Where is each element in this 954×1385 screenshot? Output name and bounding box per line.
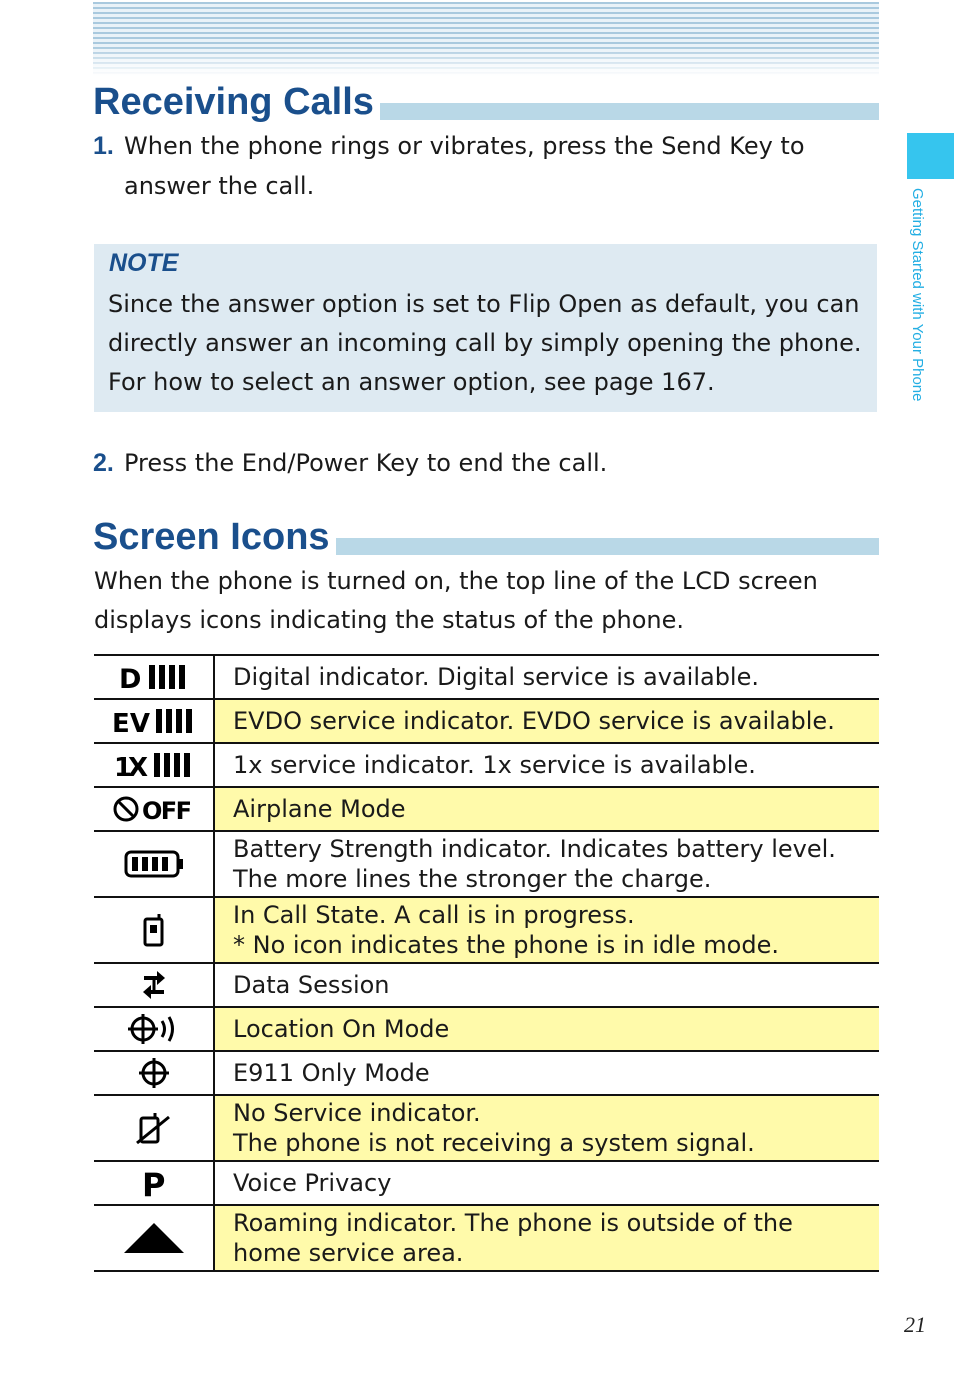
heading-text: Screen Icons bbox=[93, 516, 336, 558]
table-row bbox=[94, 831, 879, 897]
table-row bbox=[94, 1161, 879, 1205]
icon-description: Location On Mode bbox=[214, 1007, 879, 1051]
screen-icons-heading bbox=[93, 515, 879, 559]
1x-indicator-icon bbox=[114, 751, 194, 779]
table-row bbox=[94, 1007, 879, 1051]
heading-text: Receiving Calls bbox=[93, 81, 380, 123]
note-box bbox=[94, 244, 877, 412]
icon-cell bbox=[94, 897, 214, 963]
screen-icons-table bbox=[94, 654, 879, 1272]
icon-cell bbox=[94, 1161, 214, 1205]
step-number: 2. bbox=[93, 449, 114, 477]
icon-cell bbox=[94, 1007, 214, 1051]
icon-description: No Service indicator. The phone is not receiving a system signal. bbox=[214, 1095, 879, 1161]
note-text: Since the answer option is set to Flip Open as default, you can directly answer an incoming call by simply opening the phone. For how to select an answer option, see page 167. bbox=[108, 290, 862, 396]
step-text: Press the End/Power Key to end the call. bbox=[124, 449, 608, 477]
icon-description: Voice Privacy bbox=[214, 1161, 879, 1205]
icon-description: Battery Strength indicator. Indicates battery level. The more lines the stronger the charge. bbox=[214, 831, 879, 897]
table-row bbox=[94, 1051, 879, 1095]
svg-text:EV: EV bbox=[111, 709, 150, 735]
icon-cell bbox=[94, 831, 214, 897]
table-row bbox=[94, 963, 879, 1007]
step-1 bbox=[93, 126, 853, 206]
table-row bbox=[94, 897, 879, 963]
roaming-icon bbox=[122, 1221, 186, 1255]
in-call-icon bbox=[142, 912, 166, 948]
icon-cell bbox=[94, 699, 214, 743]
battery-icon bbox=[124, 849, 184, 879]
step-2 bbox=[93, 443, 853, 483]
evdo-indicator-icon bbox=[112, 707, 196, 735]
chapter-label: Getting Started with Your Phone bbox=[909, 188, 926, 402]
page-number: 21 bbox=[904, 1312, 926, 1337]
icon-description: Airplane Mode bbox=[214, 787, 879, 831]
header-decoration bbox=[93, 2, 879, 76]
screen-icons-intro: When the phone is turned on, the top line of the LCD screen displays icons indicating the status of the phone. bbox=[94, 567, 818, 634]
icon-description: E911 Only Mode bbox=[214, 1051, 879, 1095]
note-title: NOTE bbox=[109, 249, 179, 277]
icon-cell bbox=[94, 743, 214, 787]
table-row bbox=[94, 787, 879, 831]
icon-cell bbox=[94, 655, 214, 699]
table-row bbox=[94, 743, 879, 787]
receiving-calls-heading bbox=[93, 80, 879, 124]
icon-cell bbox=[94, 963, 214, 1007]
icon-cell bbox=[94, 1051, 214, 1095]
icon-description: In Call State. A call is in progress. * No icon indicates the phone is in idle mode. bbox=[214, 897, 879, 963]
table-row bbox=[94, 655, 879, 699]
chapter-tab bbox=[907, 133, 954, 179]
icon-description: Roaming indicator. The phone is outside of the home service area. bbox=[214, 1205, 879, 1271]
e911-icon bbox=[137, 1056, 171, 1090]
icon-cell bbox=[94, 1095, 214, 1161]
step-text: When the phone rings or vibrates, press the Send Key to answer the call. bbox=[124, 132, 805, 200]
location-on-icon bbox=[128, 1012, 180, 1046]
table-row bbox=[94, 1205, 879, 1271]
step-number: 1. bbox=[93, 132, 114, 160]
airplane-mode-icon bbox=[113, 794, 195, 824]
table-row bbox=[94, 1095, 879, 1161]
svg-text:1X: 1X bbox=[113, 753, 148, 779]
voice-privacy-icon bbox=[141, 1166, 167, 1200]
svg-text:OFF: OFF bbox=[141, 797, 192, 824]
table-row bbox=[94, 699, 879, 743]
data-session-icon bbox=[141, 968, 167, 1002]
svg-text:D: D bbox=[118, 664, 141, 691]
icon-description: Digital indicator. Digital service is available. bbox=[214, 655, 879, 699]
icon-description: 1x service indicator. 1x service is available. bbox=[214, 743, 879, 787]
icon-description: EVDO service indicator. EVDO service is available. bbox=[214, 699, 879, 743]
icon-description: Data Session bbox=[214, 963, 879, 1007]
digital-indicator-icon bbox=[119, 663, 189, 691]
no-service-icon bbox=[135, 1109, 173, 1147]
icon-cell bbox=[94, 1205, 214, 1271]
svg-text:P: P bbox=[141, 1166, 165, 1200]
icon-cell bbox=[94, 787, 214, 831]
